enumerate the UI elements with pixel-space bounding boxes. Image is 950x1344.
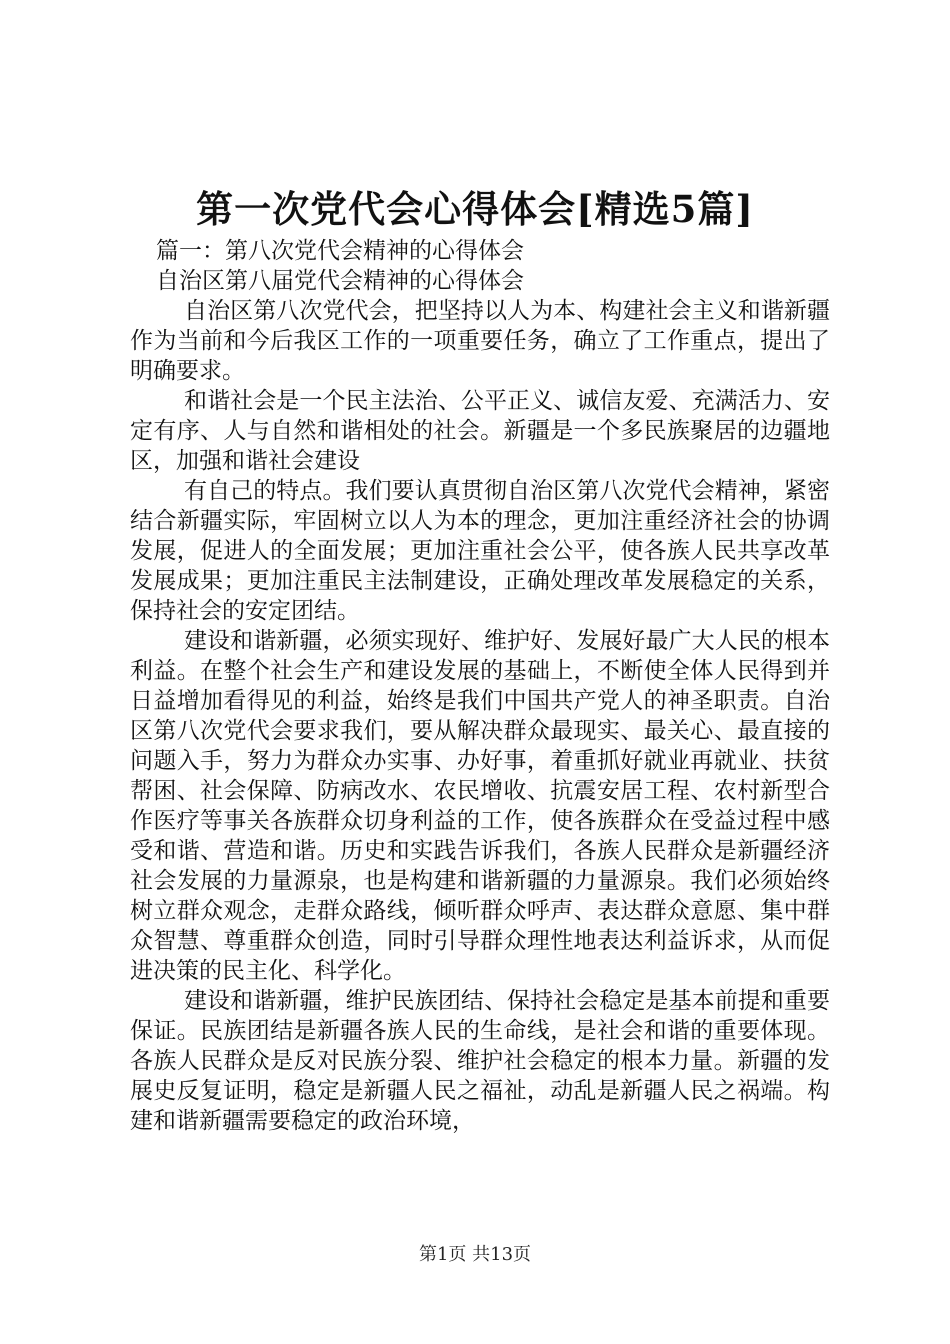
paragraph-1: 自治区第八次党代会，把坚持以人为本、构建社会主义和谐新疆作为当前和今后我区工作的一项重要任务，确立了工作重点，提出了明确要求。 [130,298,830,384]
page-title: 第一次党代会心得体会[精选5篇] [196,187,754,231]
document-body [130,236,830,1136]
paragraph-3: 有自己的特点。我们要认真贯彻自治区第八次党代会精神，紧密结合新疆实际，牢固树立以人为本的理念，更加注重经济社会的协调发展，促进人的全面发展；更加注重社会公平，使各族人民共享改革发展成果；更加注重民主法制建设，正确处理改革发展稳定的关系，保持社会的安定团结。 [130,478,830,624]
page-footer: 第1页 共13页 [418,1244,532,1265]
section-subheading: 自治区第八届党代会精神的心得体会 [156,268,524,294]
section-heading: 篇一：第八次党代会精神的心得体会 [156,238,524,264]
paragraph-4: 建设和谐新疆，必须实现好、维护好、发展好最广大人民的根本利益。在整个社会生产和建设发展的基础上，不断使全体人民得到并日益增加看得见的利益，始终是我们中国共产党人的神圣职责。自治区第八次党代会要求我们，要从解决群众最现实、最关心、最直接的问题入手，努力为群众办实事、办好事，着重抓好就业再就业、扶贫帮困、社会保障、防病改水、农民增收、抗震安居工程、农村新型合作医疗等事关各族群众切身利益的工作，使各族群众在受益过程中感受和谐、营造和谐。历史和实践告诉我们，各族人民群众是新疆经济社会发展的力量源泉，也是构建和谐新疆的力量源泉。我们必须始终树立群众观念，走群众路线，倾听群众呼声、表达群众意愿、集中群众智慧、尊重群众创造，同时引导群众理性地表达利益诉求，从而促进决策的民主化、科学化。 [130,628,830,984]
paragraph-5: 建设和谐新疆，维护民族团结、保持社会稳定是基本前提和重要保证。民族团结是新疆各族人民的生命线，是社会和谐的重要体现。各族人民群众是反对民族分裂、维护社会稳定的根本力量。新疆的发展史反复证明，稳定是新疆人民之福祉，动乱是新疆人民之祸端。构建和谐新疆需要稳定的政治环境， [130,988,830,1134]
paragraph-2: 和谐社会是一个民主法治、公平正义、诚信友爱、充满活力、安定有序、人与自然和谐相处的社会。新疆是一个多民族聚居的边疆地区，加强和谐社会建设 [130,388,830,474]
